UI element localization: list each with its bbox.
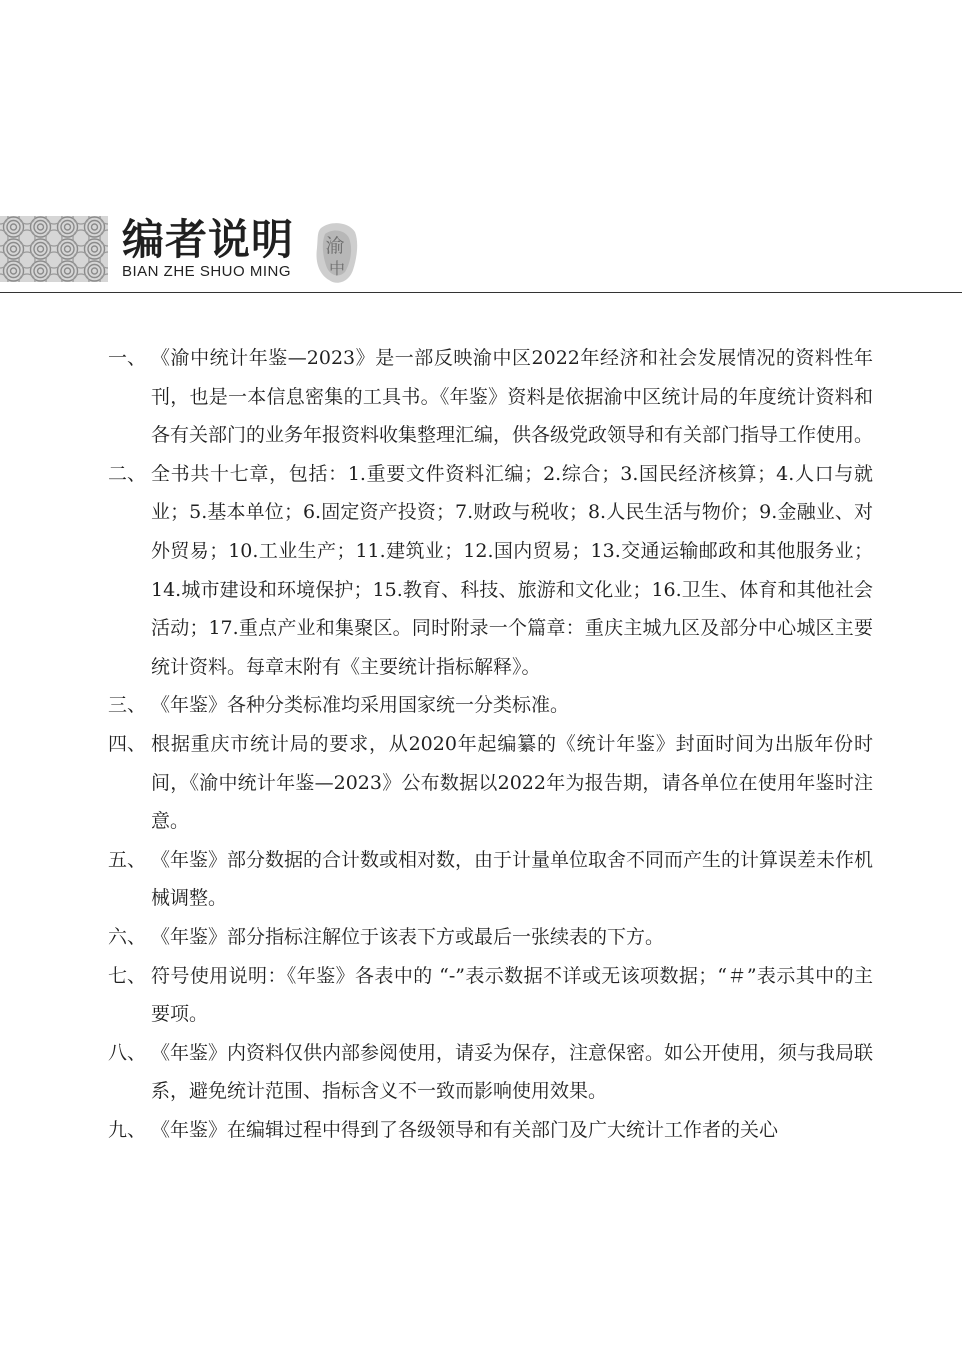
item-text: 根据重庆市统计局的要求，从2020年起编纂的《统计年鉴》封面时间为出版年份时间，《渝中统计年鉴—2023》公布数据以2022年为报告期，请各单位在使用年鉴时注意。 [151,732,873,833]
item-number: 四、 [108,732,147,755]
item-number: 八、 [108,1041,147,1064]
cloud-pattern-icon [0,216,108,282]
item-number: 五、 [108,848,147,871]
item-text: 《年鉴》各种分类标准均采用国家统一分类标准。 [151,694,570,717]
item-text: 全书共十七章，包括：1.重要文件资料汇编；2.综合；3.国民经济核算；4.人口与就业；5.基本单位；6.固定资产投资；7.财政与税收；8.人民生活与物价；9.金融业、对外贸易；10.工业生产；11.建筑业；12.国内贸易；13.交通运输邮政和其他服务业；14.城市建设和环境保护；15.教育、科技、旅游和文化业；16.卫生、体育和其他社会活动；17.重点产业和集聚区。同时附录一个篇章：重庆主城九区及部分中心城区主要统计资料。每章末附有《主要统计指标解释》。 [151,462,873,678]
page-title: 编者说明 [122,215,295,264]
notes-list [108,339,873,1149]
page-subtitle-pinyin: BIAN ZHE SHUO MING [122,263,292,280]
list-item [108,725,873,841]
item-number: 九、 [108,1118,147,1141]
list-item [108,1111,873,1150]
item-number: 三、 [108,694,147,717]
item-text: 《年鉴》在编辑过程中得到了各级领导和有关部门及广大统计工作者的关心 [151,1118,779,1141]
list-item [108,841,873,918]
item-text: 符号使用说明：《年鉴》各表中的 “-”表示数据不详或无该项数据；“＃”表示其中的主要项。 [151,964,873,1026]
item-text: 《渝中统计年鉴—2023》是一部反映渝中区2022年经济和社会发展情况的资料性年刊，也是一本信息密集的工具书。《年鉴》资料是依据渝中区统计局的年度统计资料和各有关部门的业务年报资料收集整理汇编，供各级党政领导和有关部门指导工作使用。 [151,347,874,447]
list-item [108,1034,873,1111]
svg-text:中: 中 [328,259,346,278]
list-item [108,957,873,1034]
list-item [108,455,873,687]
item-number: 二、 [108,462,147,485]
list-item [108,339,873,455]
svg-text:渝: 渝 [325,235,345,257]
header-divider [0,292,962,293]
list-item [108,918,873,957]
list-item [108,686,873,725]
item-text: 《年鉴》内资料仅供内部参阅使用，请妥为保存，注意保密。如公开使用，须与我局联系，避免统计范围、指标含义不一致而影响使用效果。 [151,1041,874,1103]
item-number: 七、 [108,964,147,987]
item-text: 《年鉴》部分数据的合计数或相对数，由于计量单位取舍不同而产生的计算误差未作机械调整。 [151,848,874,910]
item-number: 六、 [108,925,147,948]
item-text: 《年鉴》部分指标注解位于该表下方或最后一张续表的下方。 [151,925,665,948]
item-number: 一、 [108,347,147,369]
section-header [0,216,962,294]
yuzhong-seal-icon [311,218,359,288]
